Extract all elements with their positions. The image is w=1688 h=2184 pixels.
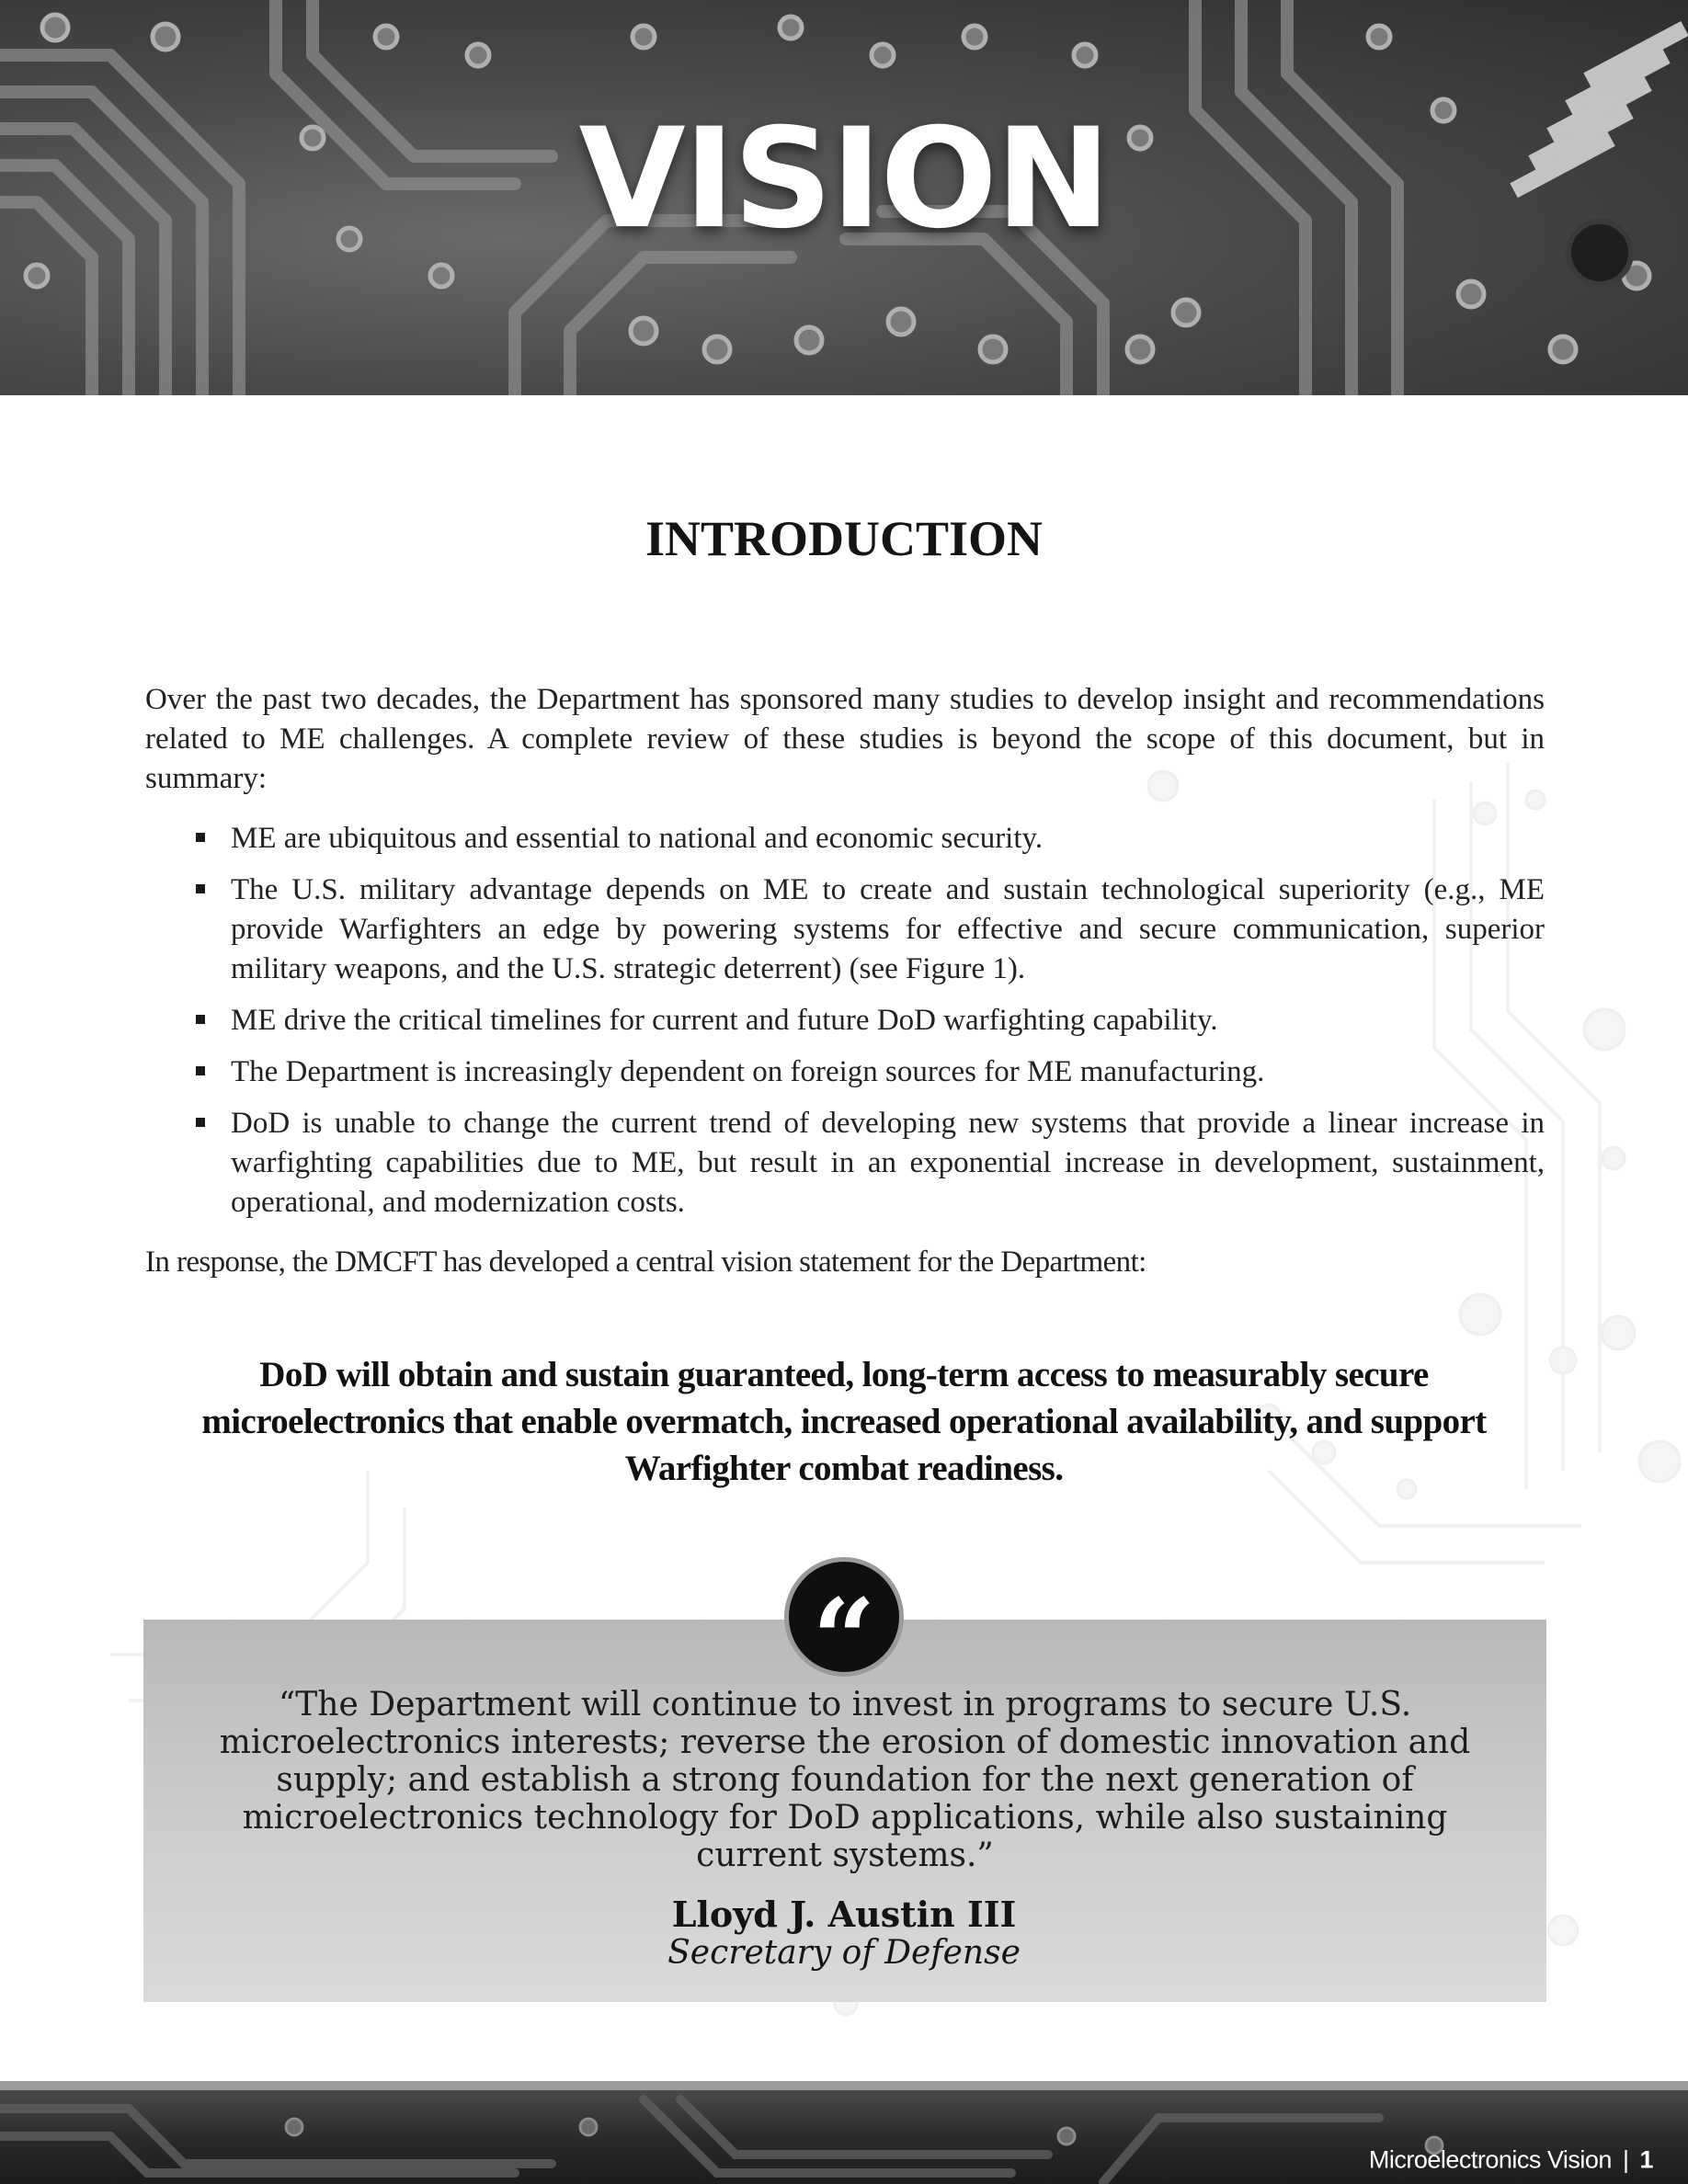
list-item: ME drive the critical timelines for current and future DoD warfighting capability. <box>231 1001 1545 1041</box>
list-item: The Department is increasingly dependent on foreign sources for ME manufacturing. <box>231 1052 1545 1092</box>
response-paragraph: In response, the DMCFT has developed a central vision statement for the Department: <box>145 1246 1146 1279</box>
intro-paragraph: Over the past two decades, the Department has sponsored many studies to develop insight and recommendations related to ME challenges. A complete review of these studies is beyond the scope of this document, but in summary: <box>145 683 1545 795</box>
quote-author-role: Secretary of Defense <box>667 1934 1021 1972</box>
footer-separator: | <box>1622 2145 1629 2174</box>
vision-statement: DoD will obtain and sustain guaranteed, long-term access to measurably secure microelectronics that enable overmatch, increased operational availability, and support Warfighter combat readiness. <box>201 1355 1487 1488</box>
quote-author: Lloyd J. Austin III <box>671 1894 1017 1935</box>
footer-label <box>1369 2146 1653 2175</box>
footer-document-title: Microelectronics Vision <box>1368 2145 1612 2174</box>
quotation-mark-icon: “ <box>784 1557 904 1677</box>
list-item: The U.S. military advantage depends on ME to create and sustain technological superiority (e.g., ME provide Warfighters an edge by powering systems for effective and secure communication, superior military weapons, and the U.S. strategic deterrent) (see Figure 1). <box>231 870 1545 989</box>
header-banner <box>0 0 1688 395</box>
findings-list <box>145 819 1545 1223</box>
list-item: ME are ubiquitous and essential to national and economic security. <box>231 819 1545 859</box>
section-heading: INTRODUCTION <box>644 511 1044 566</box>
list-item: DoD is unable to change the current trend of developing new systems that provide a linear increase in warfighting capabilities due to ME, but result in an exponential increase in development, sustainment, operational, and modernization costs. <box>231 1104 1545 1223</box>
quote-text: “The Department will continue to invest in programs to secure U.S. microelectronics interests; reverse the erosion of domestic innovation and supply; and establish a strong foundation for the next generation of microelectronics technology for DoD applications, while also sustaining current systems.” <box>219 1686 1471 1874</box>
page-banner-title: VISION <box>578 99 1110 259</box>
main-content <box>145 680 1545 1282</box>
page-number: 1 <box>1639 2145 1653 2174</box>
